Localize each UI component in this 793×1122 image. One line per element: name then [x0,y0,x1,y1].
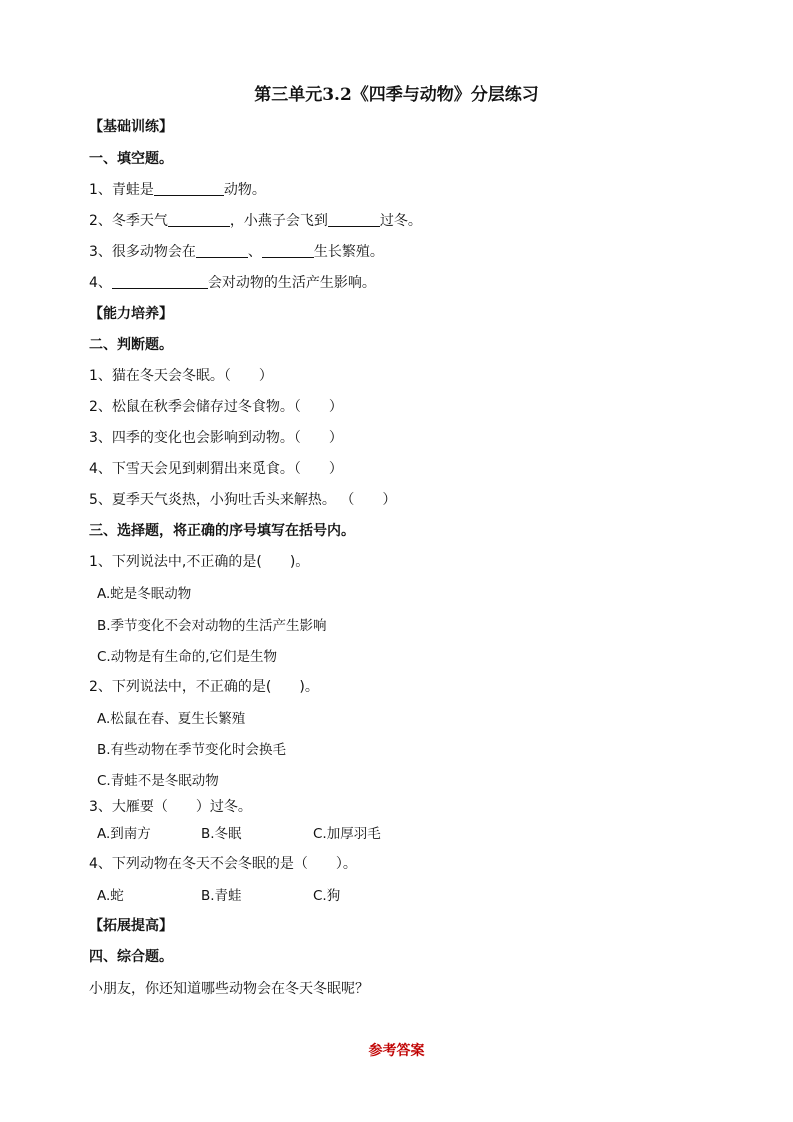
q3-text-post: 生长繁殖。 [313,244,384,260]
q1-text-pre: 1、青蛙是 [89,182,154,198]
answer-blank[interactable] [154,181,224,196]
choice-1-option-b: B.季节变化不会对动物的生活产生影响 [97,618,327,634]
fill-question-1 [89,179,266,199]
answer-blank[interactable] [328,212,380,227]
choice-4-option-a: A.蛇 [97,888,124,904]
choice-2-option-b: B.有些动物在季节变化时会换毛 [97,742,287,758]
section-ability-heading: 【能力培养】 [89,306,173,322]
choice-1-option-c: C.动物是有生命的,它们是生物 [97,649,278,665]
answer-blank[interactable] [168,212,230,227]
choice-4-options [97,884,340,904]
choice-2-option-c: C.青蛙不是冬眠动物 [97,773,219,789]
q2-text-post: 过冬。 [379,213,422,229]
judge-question-1: 1、猫在冬天会冬眠。（ ） [89,368,273,384]
page-title: 第三单元3.2《四季与动物》分层练习 [254,85,539,105]
part4-heading: 四、综合题。 [89,949,173,965]
choice-4-option-b: B.青蛙 [201,888,242,904]
choice-3-option-b: B.冬眠 [201,826,242,842]
choice-3-option-c: C.加厚羽毛 [313,826,381,842]
choice-question-4-stem: 4、下列动物在冬天不会冬眠的是（ ）。 [89,856,357,872]
q4-text-post: 会对动物的生活产生影响。 [207,275,376,291]
choice-3-options [97,822,381,842]
q3-text-pre: 3、很多动物会在 [89,244,196,260]
section-extend-heading: 【拓展提高】 [89,918,173,934]
q4-text-pre: 4、 [89,275,112,291]
fill-question-4 [89,272,376,292]
fill-question-3 [89,241,384,261]
q1-text-post: 动物。 [223,182,266,198]
part1-heading: 一、填空题。 [89,151,173,167]
judge-question-3: 3、四季的变化也会影响到动物。（ ） [89,430,343,446]
choice-question-2-stem: 2、下列说法中，不正确的是( )。 [89,679,319,695]
section-basic-heading: 【基础训练】 [89,119,173,135]
q3-text-mid: 、 [247,244,262,260]
part3-heading: 三、选择题，将正确的序号填写在括号内。 [89,523,355,539]
part2-heading: 二、判断题。 [89,337,173,353]
judge-question-4: 4、下雪天会见到刺猬出来觅食。（ ） [89,461,343,477]
answer-key-link[interactable]: 参考答案 [368,1043,425,1059]
answer-blank[interactable] [196,243,248,258]
judge-question-5: 5、夏季天气炎热，小狗吐舌头来解热。 （ ） [89,492,397,508]
fill-question-2 [89,210,422,230]
choice-1-option-a: A.蛇是冬眠动物 [97,586,192,602]
choice-question-1-stem: 1、下列说法中,不正确的是( )。 [89,554,310,570]
judge-question-2: 2、松鼠在秋季会储存过冬食物。（ ） [89,399,343,415]
comprehensive-question: 小朋友，你还知道哪些动物会在冬天冬眠呢？ [89,981,369,997]
choice-3-option-a: A.到南方 [97,826,151,842]
choice-question-3-stem: 3、大雁要（ ）过冬。 [89,799,252,815]
choice-4-option-c: C.狗 [313,888,341,904]
q2-text-pre: 2、冬季天气 [89,213,168,229]
answer-blank[interactable] [262,243,314,258]
q2-text-mid: ，小燕子会飞到 [229,213,328,229]
answer-blank[interactable] [112,274,208,289]
choice-2-option-a: A.松鼠在春、夏生长繁殖 [97,711,246,727]
